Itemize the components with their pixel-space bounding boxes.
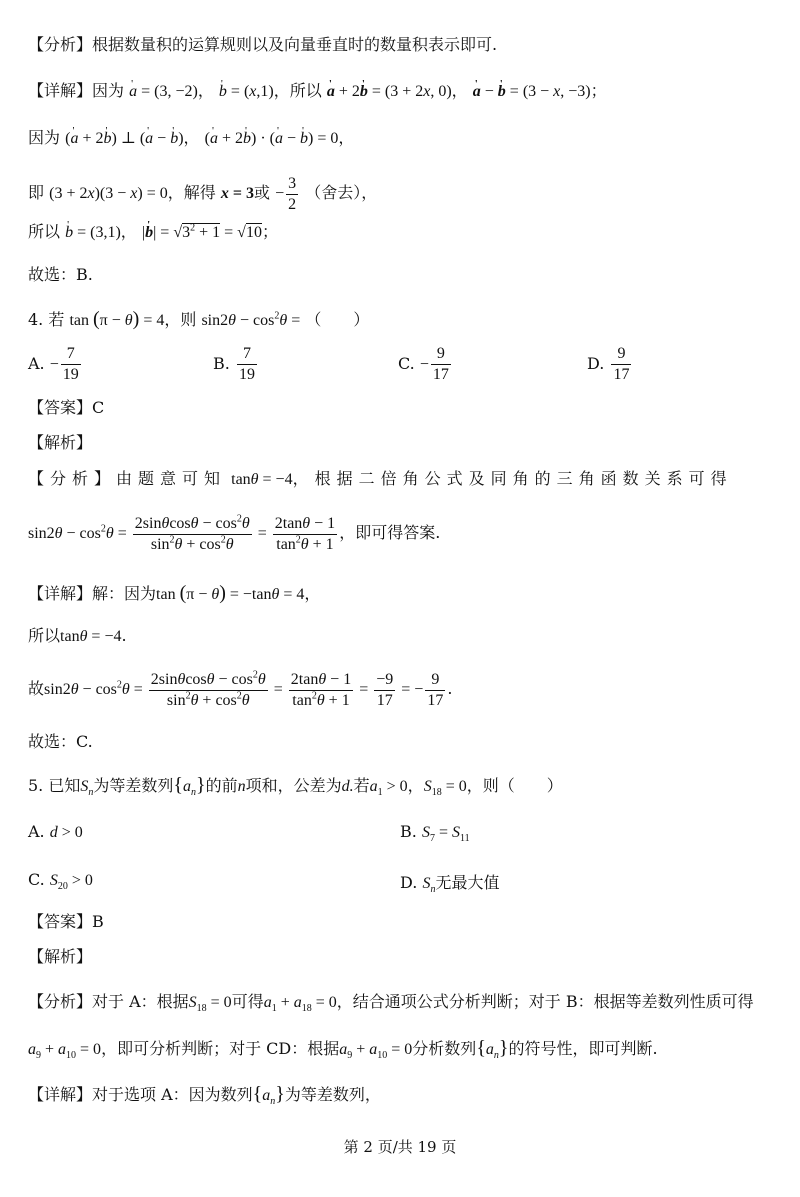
text: 所以 [28,626,61,645]
math: $S_{20} > 0$ [49,872,93,893]
jiexi-4 [28,432,780,454]
analysis-5-line1 [28,991,780,1014]
choose-line-q3 [28,264,780,286]
question-number: 5. 已知 [28,776,81,795]
text: ，根据二倍角公式及同角的三角函数关系可得 [292,469,733,488]
option-fraction [61,344,81,385]
math: tanθ = −4 [231,471,293,488]
math: tan (π − θ) = 4 [69,308,165,330]
option-sign: − [419,356,429,373]
math: $\{a_n\}$ [252,1083,285,1108]
denominator: 19 [238,366,255,383]
option-label: C. [28,870,45,889]
numerator: 9 [431,344,451,365]
text: 因为 [28,128,61,147]
analysis-line-q3 [28,34,780,56]
math: $\sin 2\theta - \cos^2\theta$ = [201,310,301,329]
math: (' a + 2' b) ⊥ (' a − ' b) [65,130,183,147]
math: $a_1 > 0$ [369,778,408,799]
math: ' b = (3,1) [65,224,121,241]
option-label: D. [400,873,418,892]
detail-4-line2: 所以tanθ = −4. [28,626,127,645]
option-5d [400,870,500,896]
detail-4-line3: 故$\sin 2\theta - \cos^2\theta$ = $\frac{2\sin\theta\cos\theta - \cos^2\theta}{\sin^2\theta + \cos^2\theta}$ = $\frac{2\tan\theta - 1}{\tan^2\theta + 1}$ = $\frac{-9}{17}$ = − $\frac{9}{17}$ . [28,669,453,709]
math: $S_{18} = 0$ [423,778,467,799]
text: 为等差数列， [284,1085,381,1104]
choose-line-q4 [28,731,780,753]
text: （ ） [305,310,370,329]
option-fraction [431,344,451,385]
option-5c [28,870,93,893]
option-4b [213,344,259,385]
text: ，结合通项公式分析判断；对于 B：根据等差数列性质可得 [336,992,754,1011]
math: x = 3 [220,185,254,202]
numerator: 7 [61,344,81,365]
math: d. [341,778,354,795]
text: 的前 [205,776,238,795]
math: ' b = (x,1) [219,83,274,100]
denominator: 17 [613,366,630,383]
math: ' a + 2' b = (3 + 2x, 0) [327,83,452,100]
option-4c [398,344,453,385]
analysis-4-line2 [28,510,780,557]
text: ，解得 [167,183,216,202]
page-footer: 第 2 页/共 19 页 [343,1138,457,1156]
detail-line-q3-4: 所以 ' b = (3,1)， |' $b| = √3^2 + 1 = √10$； [28,221,780,244]
jiexi-label: 【解析】 [28,947,93,966]
math: − $\frac{3}{2}$ [275,174,297,213]
math: |' $b| = √3^2 + 1 = √10$ [142,223,262,241]
question-number: 4. 若 [28,310,65,329]
math: $a_9 + a_{10} = 0$ [28,1041,102,1062]
math: (3 + 2x)(3 − x) = 0 [49,185,168,202]
option-label: B. [213,354,230,373]
jiexi-5 [28,946,780,968]
answer-4 [28,397,780,419]
option-5b [400,822,470,845]
text: 即 [28,183,45,202]
math: tanθ = −4 [60,628,122,645]
math: $\{a_n\}$ [476,1037,509,1062]
option-fraction [237,344,257,385]
math: $S_n$ [80,778,94,799]
text: 项和，公差为 [245,776,342,795]
text: ，则 [164,310,197,329]
jiexi-label: 【解析】 [28,433,93,452]
text: ，所以 [273,81,322,100]
analysis-4-line1 [28,468,780,491]
denominator: 17 [432,366,449,383]
text: （舍去）， [305,183,378,202]
text: 分析数列 [412,1039,477,1058]
math: $\sin 2\theta - \cos^2\theta$ = $\frac{2\sin\theta\cos\theta - \cos^2\theta}{\sin^2\theta + \cos^2\theta}$ = $\frac{2\tan\theta - 1}{\tan^2\theta + 1}$ [28,513,336,553]
detail-4-line1: 【详解】解：因为tan (π − θ) = −tanθ = 4， [28,582,321,604]
denominator: 19 [62,366,79,383]
math: $S_7 = S_{11}$ [421,824,470,845]
math: (' a + 2' b) · (' a − ' b) = 0 [205,130,339,147]
math: $a_9 + a_{10} = 0$ [339,1041,413,1062]
option-label: A. [28,354,45,373]
text: 所以 [28,222,61,241]
option-sign: − [49,356,59,373]
text: 因为 [92,81,125,100]
text: 由题意可知 [116,469,227,488]
detail-tag: 【详解】 [28,81,93,100]
detail-tag: 【详解】解：因为 [28,584,157,603]
text: 【分析】对于 A：根据 [28,992,189,1011]
numerator: 9 [611,344,631,365]
text: 故选：C. [28,732,93,751]
text: 故 [28,679,45,698]
text: 或 [253,183,270,202]
answer-text: 【答案】C [28,398,105,417]
detail-5-line1 [28,1083,780,1107]
option-label: C. [398,354,415,373]
numerator: 7 [237,344,257,365]
text: 的符号性，即可判断. [508,1039,658,1058]
option-4d [587,344,633,385]
math: $S_{18} = 0$ [188,994,232,1015]
text: ，即可分析判断；对于 CD：根据 [101,1039,340,1058]
analysis-tag: 【分析】 [28,469,117,488]
math: $S_n$ [422,875,436,896]
math: tan (π − θ) = −tanθ = 4 [156,582,305,604]
option-4a [28,344,83,385]
question-5: 5. 已知$S_n$为等差数列$\{a_n\}$的前n项和，公差为d.若$a_1 > 0$，$S_{18} = 0$，则（ ） [28,774,563,799]
text: 无最大值 [435,873,500,892]
math: $\sin 2\theta - \cos^2\theta$ = $\frac{2\sin\theta\cos\theta - \cos^2\theta}{\sin^2\theta + \cos^2\theta}$ = $\frac{2\tan\theta - 1}{\tan^2\theta + 1}$ = $\frac{-9}{17}$ = − $\frac{9}{17}$ [44,669,444,709]
detail-line-q3-1: 【详解】因为 ' a = (3, −2)， ' b = (x,1)，所以 ' a + 2' b = (3 + 2x, 0)， ' a − ' b = (3 − x, −3)； [28,80,780,103]
option-label: D. [587,354,605,373]
option-5a [28,822,83,842]
analysis-text: 【分析】根据数量积的运算规则以及向量垂直时的数量积表示即可. [28,35,498,54]
answer-5 [28,911,780,933]
text: 若 [353,776,370,795]
text: ，即可得答案. [339,523,441,542]
math: n [237,778,246,795]
option-fraction [611,344,631,385]
math: ' a = (3, −2) [129,83,198,100]
option-label: B. [400,822,417,841]
text: 为等差数列 [93,776,174,795]
text: 可得 [231,992,264,1011]
question-4 [28,308,780,332]
option-label: A. [28,822,45,841]
text: ，则（ ） [466,776,563,795]
math: $a_1 + a_{18} = 0$ [263,994,337,1015]
answer-text: 【答案】B [28,912,104,931]
detail-tag: 【详解】对于选项 A：因为数列 [28,1085,253,1104]
detail-line-q3-2: 因为 (' a + 2' b) ⊥ (' a − ' b)， (' a + 2' b) · (' a − ' b) = 0， [28,127,780,150]
math: $\{a_n\}$ [173,774,206,799]
analysis-5-line2 [28,1037,780,1061]
text: 故选：B. [28,265,93,284]
math: ' a − ' b = (3 − x, −3) [473,83,591,100]
math: d > 0 [49,824,83,841]
detail-line-q3-3 [28,170,780,217]
